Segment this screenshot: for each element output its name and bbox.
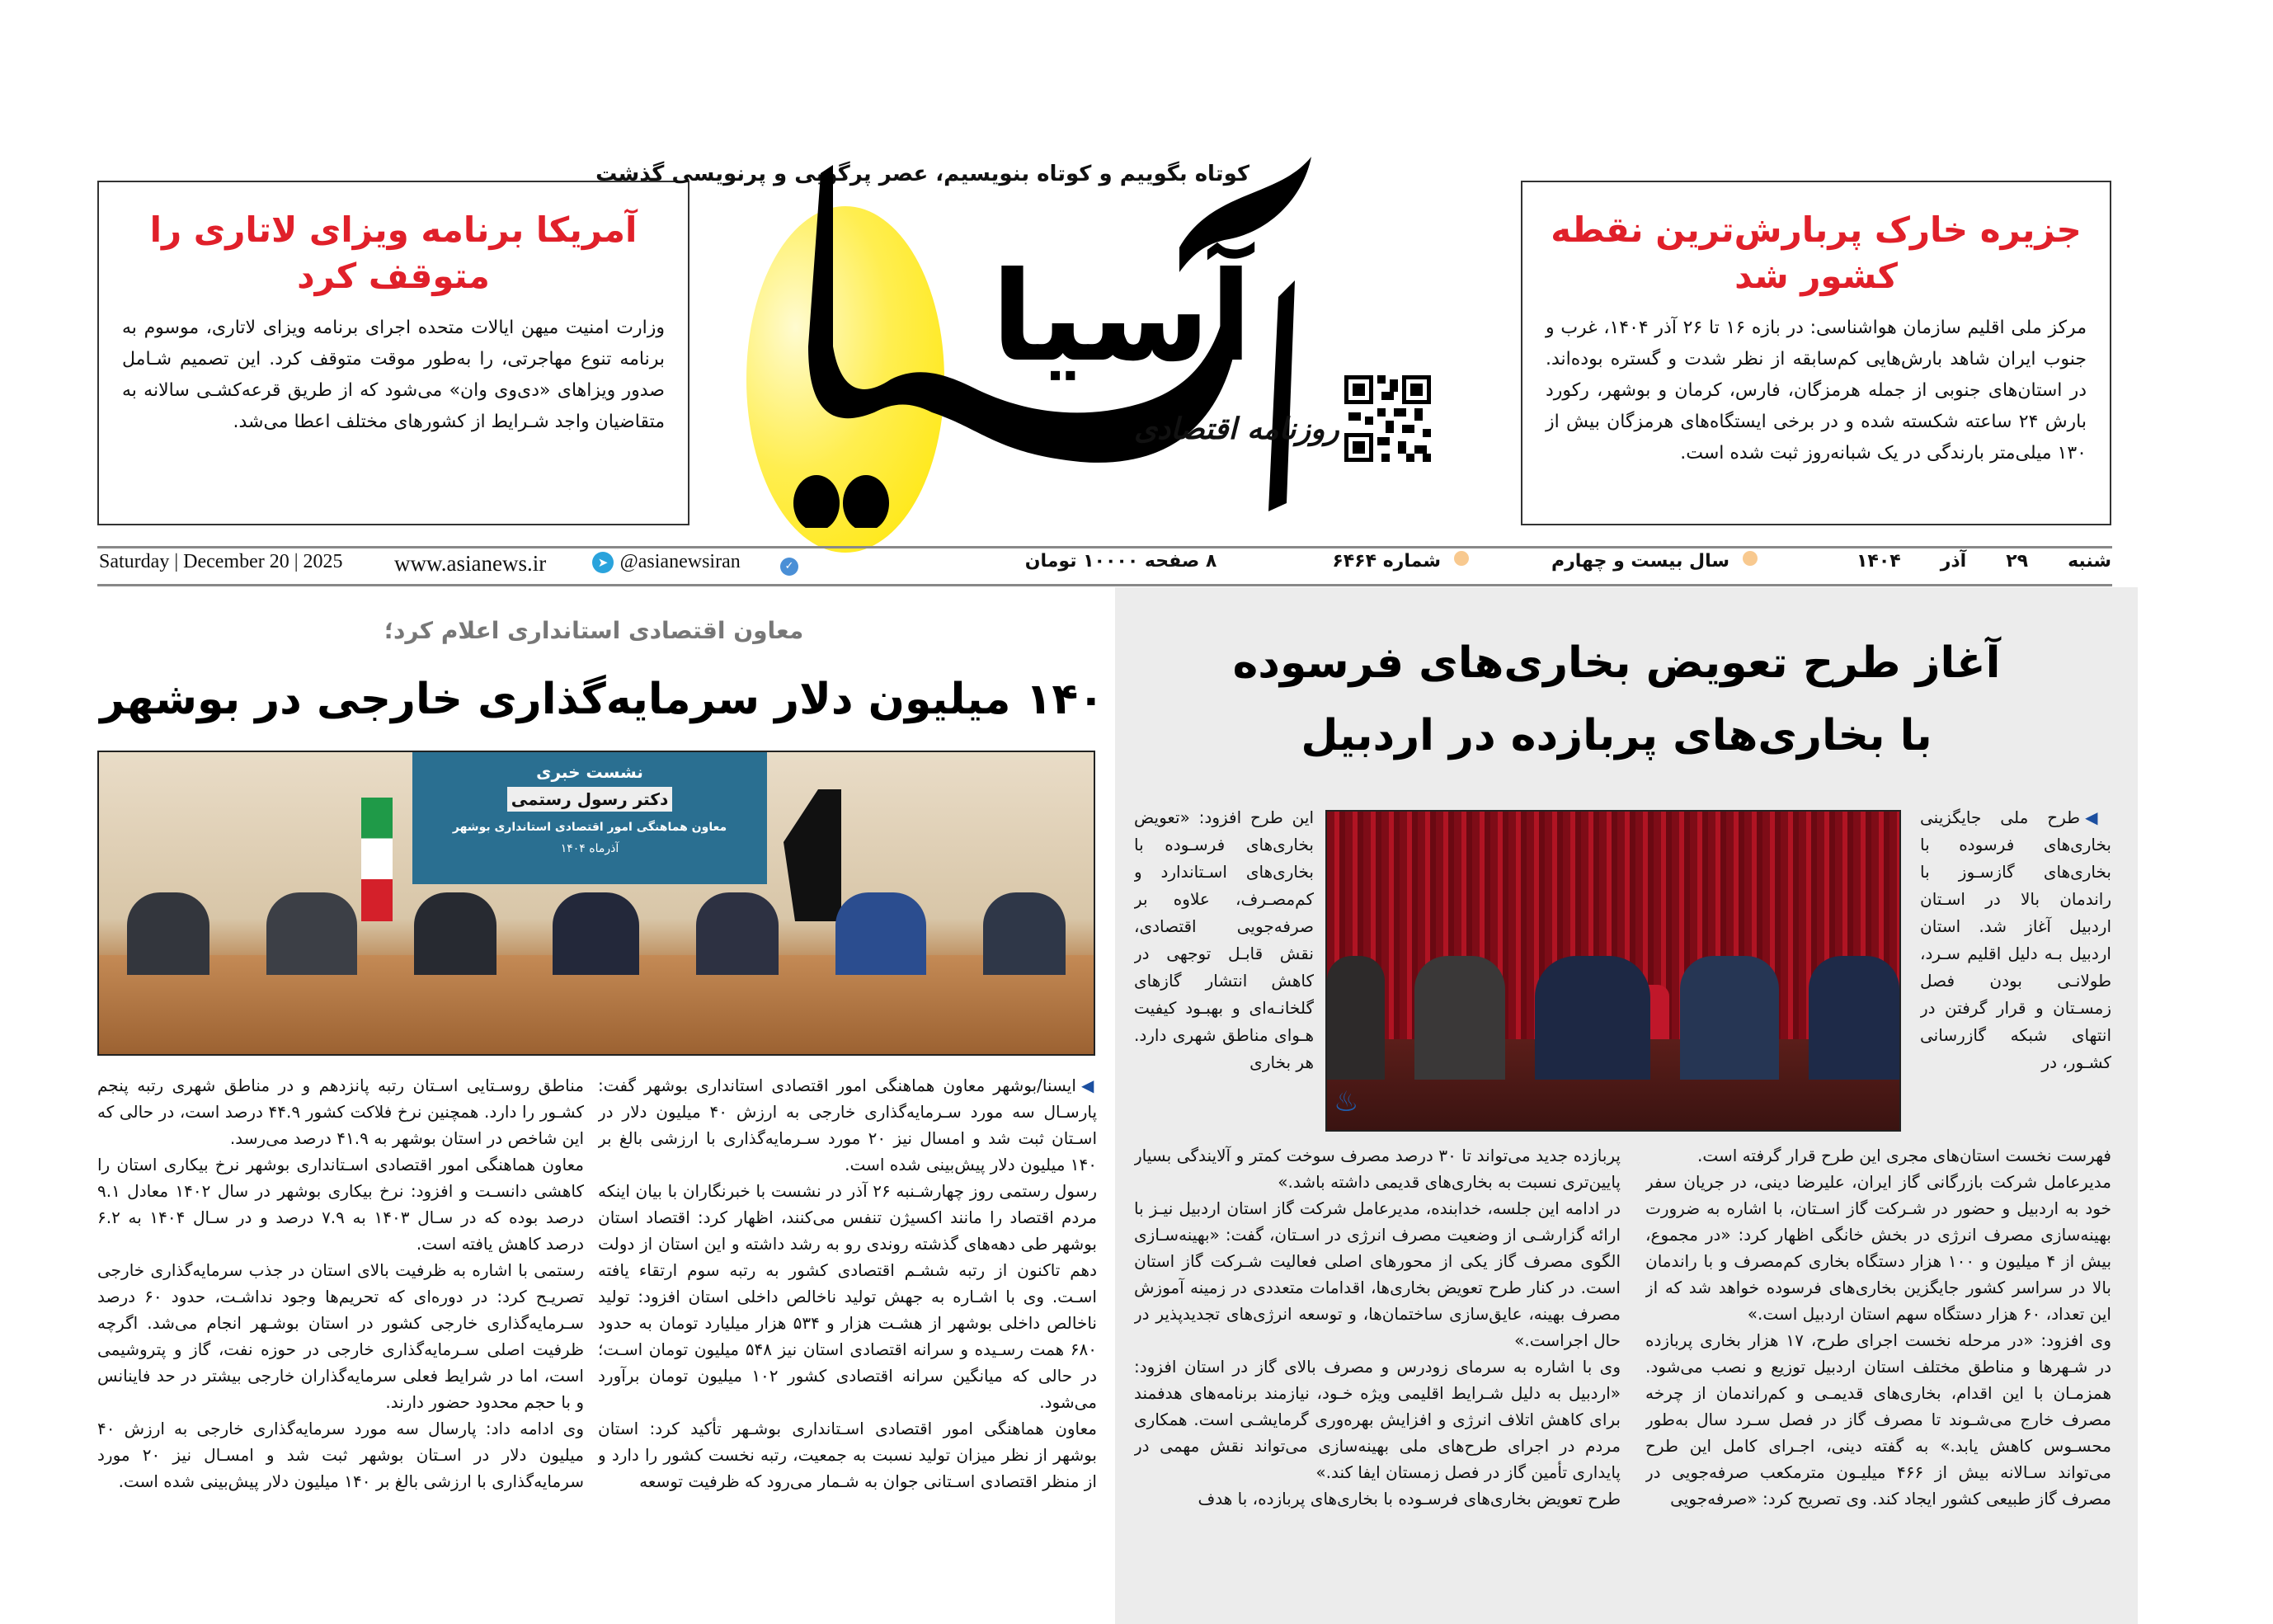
website-link[interactable]: www.asianews.ir: [394, 551, 547, 576]
article-marker-icon: ◀: [1080, 1076, 1097, 1095]
separator-dot: [1743, 551, 1758, 566]
paragraph: رسول رستمی روز چهارشـنبه ۲۶ آذر در نشست با خبرنگاران با بیان اینکه مردم اقتصاد را مانند اکسیژن تنفس می‌کنند، اظهار کرد: اقتصاد استان بوشهر طی دهه‌های گذشته روندی رو به رشد داشته و این استان از دولت دهم تاکنون از رتبه ششـم اقتصادی کشور به رتبه سوم ارتقاء یافته اسـت. وی با اشـاره به جهش تولید ناخالص داخلی استان افزود: تولید ناخالص داخلی بوشهر از هشـت هزار و ۵۳۴ هزار میلیارد تومان به حدود ۶۸۰ همت رسـیده و سرانه اقتصادی استان نیز ۵۴۸ میلیون تومان اسـت؛ در حالی که میانگین سرانه اقتصادی کشور ۱۰۲ میلیون تومان برآورد می‌شود.: [598, 1181, 1097, 1412]
ardabil-headline-line2: با بخاری‌های پربازده در اردبیل: [1301, 711, 1932, 760]
asia-logo-text[interactable]: آسیا: [991, 246, 1253, 389]
bushehr-headline[interactable]: ۱۴۰ میلیون دلار سرمایه‌گذاری خارجی در بوشهر: [100, 675, 1104, 724]
banner-title: نشست خبری: [536, 762, 643, 782]
paragraph: رستمی با اشاره به ظرفیت بالای استان در جذب سرمایه‌گذاری خارجی تصریـح کرد: در دوره‌ای که تحریم‌ها وجود نداشـت، حدود ۶۰ درصد سـرمایه‌گذاری خارجی کشور در استان بوشـهر انجام می‌شد. اگرچه ظرفیت اصلی سـرمایه‌گذاری خارجی در حوزه نفت، گاز و پتروشیمی است، اما در شرایط فعلی سرمایه‌گذاران خارجی بیشتر در حد فاینانس و با حجم محدود حضور دارند.: [97, 1260, 584, 1412]
lottery-visa-body: وزارت امنیت میهن ایالات متحده اجرای برنامه ویزای لاتاری، موسوم به برنامه تنوع مهاجرتی، را به‌طور موقت متوقف کرد. این تصمیم شـامل صدور ویزاهای «دی‌وی وان» می‌شود که از طریق قرعه‌کشـی سالانه به متقاضیان واجد شـرایط از کشورهای مختلف اعطا می‌شد.: [122, 318, 665, 432]
paragraph: در ادامه این جلسه، خدابنده، مدیرعامل شرکت گاز استان اردبیل نیـز با ارائه گزارشـی از وضعیت مصرف انرژی در اسـتان، گفت: «بهینه‌سـازی الگوی مصرف گاز یکی از محورهای اصلی فعالیت شـرکت گاز استان است. در کنار طرح تعویض بخاری‌ها، اقدامات متعددی در زمینه آموزش مصرف بهینه، عایق‌سازی ساختمان‌ها، و توسعه انرژی‌های تجدیدپذیر در حال اجراست.»: [1134, 1198, 1621, 1350]
paragraph: ◀ایسنا/بوشهر معاون هماهنگی امور اقتصادی استانداری بوشهر گفت: پارسـال سه مورد سـرمایه‌گذاری خارجی به ارزش ۴۰ میلیون دلار در اسـتان ثبت شد و امسال نیز ۲۰ مورد سـرمایه‌گذاری با ارزشی بالغ بر ۱۴۰ میلیون دلار پیش‌بینی شده است.: [598, 1076, 1097, 1174]
month: آذر: [1940, 551, 1967, 572]
paragraph: وی ادامه داد: پارسال سه مورد سرمایه‌گذاری خارجی به ارزش ۴۰ میلیون دلار در اسـتان بوشهر ثبت شد و امسـال نیز ۲۰ مورد سرمایه‌گذاری با ارزشی بالغ بر ۱۴۰ میلیون دلار پیش‌بینی شده است.: [97, 1419, 584, 1491]
paragraph: مناطق روسـتایی اسـتان رتبه پانزدهم و در مناطق شهری رتبه پنجم کشـور را دارد. همچنین نرخ فلاکت کشور ۴۴.۹ درصد است، در حالی که این شاخص در استان بوشهر به ۴۱.۹ درصد می‌رسد.: [97, 1076, 584, 1148]
top-divider: [97, 546, 947, 548]
qr-code-icon[interactable]: [1344, 375, 1431, 462]
day-number: ۲۹: [2006, 551, 2029, 572]
ardabil-column-left: [1134, 1142, 1621, 1621]
price: ۸ صفحه ۱۰۰۰۰ تومان: [1024, 551, 1217, 572]
bushehr-press-conference-photo[interactable]: [97, 751, 1095, 1056]
bushehr-kicker: معاون اقتصادی استانداری اعلام کرد؛: [384, 617, 804, 644]
masthead-subtitle: روزنامه اقتصادی: [1134, 412, 1339, 446]
banner-date: آذرماه ۱۴۰۴: [560, 842, 619, 855]
issue-number: شماره ۶۴۶۴: [1332, 551, 1441, 572]
ardabil-headline-line1: آغاز طرح تعویض بخاری‌های فرسوده: [1232, 638, 2001, 688]
telegram-handle: @asianewsiran: [619, 551, 741, 572]
verified-badge-icon: ✓: [780, 558, 798, 576]
telegram-link[interactable]: [592, 551, 741, 584]
kharg-rain-news-box: [1521, 181, 2111, 525]
telegram-icon: ➤: [592, 552, 614, 573]
paragraph: مدیرعامل شرکت بازرگانی گاز ایران، علیرضا دینی، در جریان سفر خود به اردبیل و حضور در شـرکت گاز اسـتان، با اشاره به ضرورت بهینه‌سازی مصرف انرژی در بخش خانگی اظهار کرد: «در مجموع، بیش از ۴ میلیون و ۱۰۰ هزار دستگاه بخاری کم‌مصرف و با راندمان بالا در سراسر کشور جایگزین بخاری‌های فرسوده خواهد شد که از این تعداد، ۶۰ هزار دستگاه سهم استان اردبیل است.»: [1645, 1172, 2111, 1324]
year: ۱۴۰۴: [1856, 551, 1901, 572]
paragraph: طرح تعویض بخاری‌های فرسـوده با بخاری‌های پربازده، با هدف: [1198, 1489, 1621, 1509]
paragraph: فهرست نخست استان‌های مجری این طرح قرار گرفته است.: [1697, 1146, 2111, 1165]
participants: [1327, 956, 1899, 1080]
ardabil-narrow-right: [1920, 804, 2111, 1134]
paragraph: ◀طرح ملی جایگزینی بخاری‌های فرسوده با بخاری‌های گازسـوز با راندمان بالا در اسـتان اردبیل آغاز شد. استان اردبیل بـه دلیل اقلیم سـرد، طولانـی بودن فصل زمسـتان و قرار گرفتن در انتهای شبکه گازرسانی کشـور، در: [1920, 807, 2111, 1072]
logo-dot: [843, 475, 889, 528]
paragraph: معاون هماهنگی امور اقتصادی اسـتانداری بوشـهر تأکید کرد: استان بوشهر از نظر میزان تولید نسبت به جمعیت، رتبه نخست کشور را دارد و از منظر اقتصادی اسـتانی جوان به شـمار می‌رود که ظرفیت توسعه: [598, 1419, 1097, 1491]
weekday: شنبه: [2068, 551, 2111, 572]
volume: سال بیست و چهارم: [1551, 551, 1729, 572]
banner-name: دکتر رسول رستمی: [507, 787, 672, 812]
paragraph: این طرح افزود: «تعویض بخاری‌های فرسـوده با بخاری‌های اسـتاندارد و کم‌مصـرف، علاوه بر صرفه‌جویی اقتصادی، نقش قابـل توجهی در کاهش انتشار گازهای گلخانـه‌ای و بهبـود کیفیت هـوای مناطق شهری دارد. هر بخاری: [1134, 807, 1314, 1072]
ardabil-meeting-photo[interactable]: [1325, 810, 1901, 1132]
paragraph: وی افزود: «در مرحله نخست اجرای طرح، ۱۷ هزار بخاری پربازده در شـهرها و مناطق مختلف استان اردبیل توزیع و نصب می‌شود. همزمـان با این اقدام، بخاری‌های قدیمـی و کم‌راندمان از چرخه مصرف خارج می‌شـوند تا مصرف گاز در فصل سـرد سال به‌طور محسـوس کاهش یابد.» به گفته دینی، اجـرای کامل این طرح می‌تواند سـالانه بیش از ۴۶۶ میلیـون مترمکعب صرفه‌جویی در مصرف گاز طبیعی کشور ایجاد کند. وی تصریح کرد: «صرفه‌جویی: [1645, 1330, 2111, 1509]
top-divider: [944, 546, 2112, 548]
bottom-divider: [97, 584, 2112, 586]
bushehr-column-right: [598, 1072, 1097, 1617]
lottery-visa-news-box: [97, 181, 689, 525]
panelists: [99, 892, 1094, 975]
paragraph: پربازده جدید می‌تواند تا ۳۰ درصد مصرف سوخت کمتر و آلایندگی بسیار پایین‌تری نسبت به بخاری‌های قدیمی داشته باشد.»: [1134, 1146, 1621, 1192]
photo-banner: [412, 752, 767, 884]
ardabil-narrow-left: [1134, 804, 1314, 1134]
paragraph: وی با اشاره به سرمای زودرس و مصرف بالای گاز در استان افزود: «اردبیل به دلیل شـرایط اقلیمی ویژه خـود، نیازمند برنامه‌های هدفمند برای کاهش اتلاف انرژی و افزایش بهره‌وری گرمایشـی است. همکاری مردم در اجرای طرح‌های ملی بهینه‌سازی می‌تواند نقش مهمی در پایداری تأمین گاز در فصل زمستان ایفا کند.»: [1134, 1357, 1621, 1482]
separator-dot: [1454, 551, 1469, 566]
gas-company-logo: ♨: [1334, 1085, 1359, 1118]
paragraph: معاون هماهنگی امور اقتصادی اسـتانداری بوشهر نرخ بیکاری استان را کاهشی دانسـت و افزود: نرخ بیکاری بوشهر در سال ۱۴۰۲ معادل ۹.۱ درصد بوده که در سـال ۱۴۰۳ به ۷.۹ درصد و در سـال ۱۴۰۴ به ۶.۲ درصد کاهش یافته است.: [97, 1155, 584, 1254]
article-marker-icon: ◀: [2085, 807, 2111, 827]
banner-role: معاون هماهنگی امور اقتصادی استانداری بوشهر: [452, 821, 727, 834]
persian-dateline: [1025, 551, 2111, 584]
ardabil-headline[interactable]: [1122, 627, 2111, 772]
kharg-rain-body: مرکز ملی اقلیم سازمان هواشناسی: در بازه ۱۶ تا ۲۶ آذر ۱۴۰۴، غرب و جنوب ایران شاهد بارش‌هایی کم‌سابقه از نظر شدت و گستره بوده‌اند. در استان‌های جنوبی از جمله هرمزگان، فارس، کرمان و بوشهر، رکورد بارش ۲۴ ساعته شکسته شده و در برخی ایستگاه‌های هرمزگان بیش از ۱۳۰ میلی‌متر بارندگی در یک شبانه‌روز ثبت شده است.: [1546, 318, 2087, 464]
ardabil-column-right: [1645, 1142, 2111, 1621]
lottery-visa-title[interactable]: آمریکا برنامه ویزای لاتاری را متوقف کرد: [149, 209, 638, 296]
masthead-tagline: کوتاه بگوییم و کوتاه بنویسیم، عصر پرگویی و پرنویسی گذشت: [595, 162, 1249, 186]
bushehr-column-left: [97, 1072, 584, 1617]
english-date: Saturday | December 20 | 2025: [99, 551, 343, 572]
logo-dot: [793, 475, 840, 528]
kharg-rain-title[interactable]: جزیره خارک پربارش‌ترین نقطه کشور شد: [1551, 209, 2082, 296]
